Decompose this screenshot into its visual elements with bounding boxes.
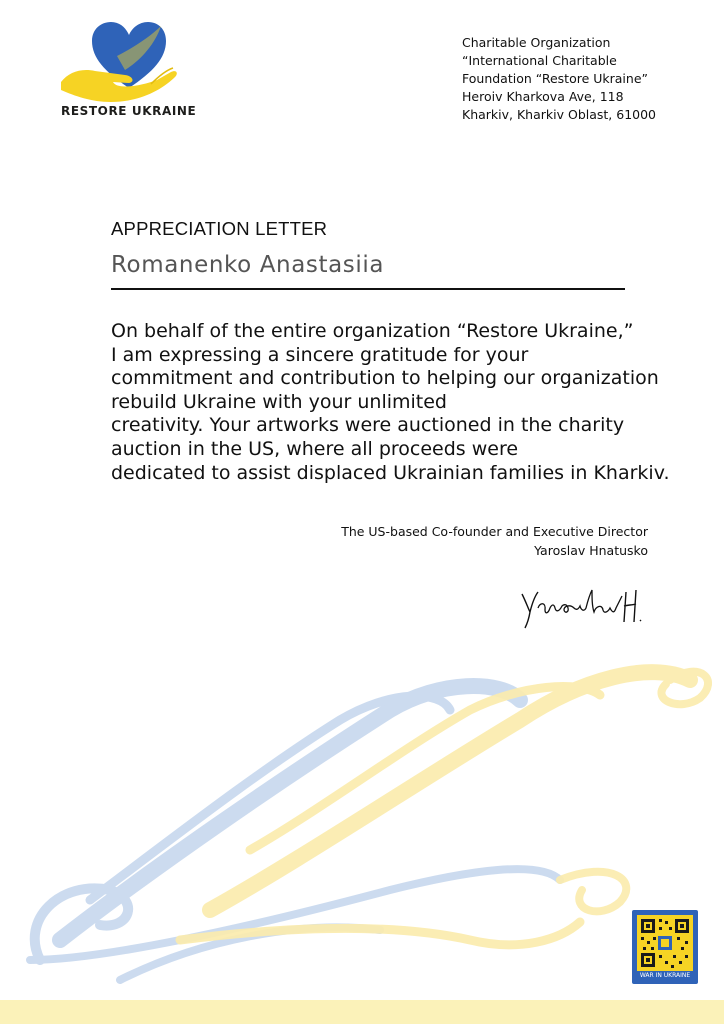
qr-code-icon [637,915,693,971]
address-line: Heroiv Kharkova Ave, 118 [462,89,624,104]
footer-bar [0,1000,724,1024]
restore-ukraine-logo [55,18,195,123]
body-line: dedicated to assist displaced Ukrainian families in Kharkiv. [111,461,670,484]
address-line: Kharkiv, Kharkiv Oblast, 61000 [462,107,657,122]
address-line: Charitable Organization [462,35,611,50]
qr-code-badge[interactable] [632,910,698,984]
logo-brand-text: RESTORE UKRAINE [61,104,197,118]
body-line: I am expressing a sincere gratitude for your [111,343,529,366]
qr-label: WAR IN UKRAINE [639,972,691,979]
recipient-name: Romanenko Anastasiia [111,252,385,278]
body-line: On behalf of the entire organization “Restore Ukraine,” [111,320,634,342]
heart-hands-icon [55,18,195,108]
address-line: “International Charitable [462,53,617,68]
recipient-underline [111,288,625,290]
organization-address [462,34,656,124]
body-line: auction in the US, where all proceeds were [111,437,519,460]
letter-title: APPRECIATION LETTER [111,218,328,239]
body-line: creativity. Your artworks were auctioned in the charity [111,414,625,437]
handwritten-signature [518,586,648,632]
signatory-role: The US-based Co-founder and Executive Director [341,524,648,539]
body-line: rebuild Ukraine with your unlimited [111,390,447,413]
signatory-block [341,522,648,560]
signatory-name: Yaroslav Hnatusko [534,543,648,558]
decorative-flourish [0,640,724,1000]
address-line: Foundation “Restore Ukraine” [462,71,648,86]
body-line: commitment and contribution to helping our organization [111,367,659,390]
letter-body [111,320,691,485]
